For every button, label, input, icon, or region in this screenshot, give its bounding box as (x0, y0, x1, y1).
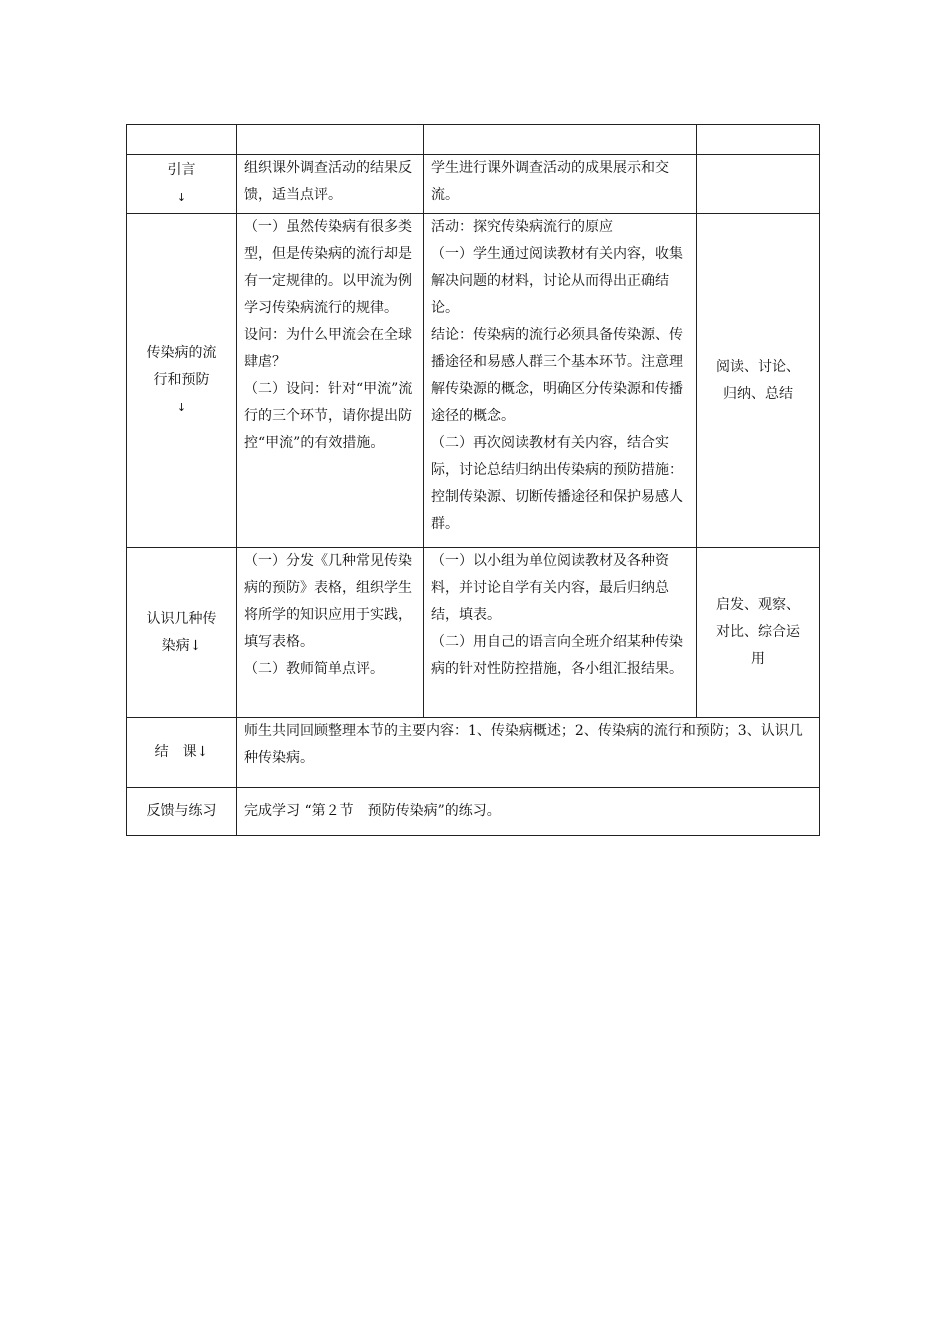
method-line: 启发、观察、 (716, 597, 800, 613)
blank-cell (237, 125, 424, 155)
table-row-introduction (127, 155, 820, 214)
stage-label-feedback: 反馈与练习 (127, 788, 237, 836)
method-line: 用 (751, 651, 765, 667)
feedback-text-cell (237, 788, 820, 836)
stage-label-diseases (127, 548, 237, 718)
stage-label-line: 传染病的流 (146, 345, 217, 361)
teacher-activity-cell (237, 214, 424, 548)
blank-cell (697, 125, 820, 155)
student-activity-text: （一）以小组为单位阅读教材及各种资料，并讨论自学有关内容，最后归纳总结，填表。 (431, 553, 669, 623)
teacher-activity-text: （一）虽然传染病有很多类型，但是传染病的流行却是有一定规律的。以甲流为例学习传染病流行的规律。 (244, 219, 412, 316)
student-activity-text: （二）用自己的语言向全班介绍某种传染病的针对性防控措施，各小组汇报结果。 (431, 634, 683, 677)
table-row-feedback (127, 788, 820, 836)
student-activity-text: （一）学生通过阅读教材有关内容，收集解决问题的材料，讨论从而得出正确结论。 (431, 246, 683, 316)
teacher-activity-text: （二）设问：针对“甲流”流行的三个环节，请你提出防控“甲流”的有效措施。 (244, 381, 413, 451)
teacher-activity-cell (237, 548, 424, 718)
stage-label-line: 染病↓ (161, 637, 202, 654)
stage-label-closing: 结 课↓ (127, 718, 237, 788)
student-activity-text: 活动：探究传染病流行的原应 (431, 219, 613, 235)
student-activity-text: 结论：传染病的流行必须具备传染源、传播途径和易感人群三个基本环节。注意理解传染源的概念，明确区分传染源和传播途径的概念。 (431, 327, 683, 424)
lesson-plan-table (126, 124, 820, 836)
feedback-text: 完成学习 “第２节 预防传染病”的练习。 (244, 803, 501, 819)
table-row-closing (127, 718, 820, 788)
method-line: 对比、综合运 (716, 624, 800, 640)
student-activity-cell (424, 155, 697, 214)
table-row-epidemic-prevention (127, 214, 820, 548)
method-cell (697, 155, 820, 214)
stage-label-line: 认识几种传 (146, 610, 217, 627)
method-cell (697, 214, 820, 548)
down-arrow-icon: ↓ (176, 191, 187, 204)
student-activity-cell (424, 548, 697, 718)
closing-text-cell (237, 718, 820, 788)
closing-text: 师生共同回顾整理本节的主要内容：1、传染病概述；2、传染病的流行和预防；3、认识几种传染病。 (244, 723, 803, 766)
stage-label-introduction (127, 155, 237, 214)
stage-label-line: 引言 (167, 162, 196, 178)
teacher-activity-text: 设问：为什么甲流会在全球肆虐？ (244, 327, 412, 370)
blank-cell (127, 125, 237, 155)
teacher-activity-cell (237, 155, 424, 214)
method-line: 归纳、总结 (723, 385, 793, 402)
student-activity-cell (424, 214, 697, 548)
stage-label-epidemic-prevention (127, 214, 237, 548)
teacher-activity-text: （一）分发《几种常见传染病的预防》表格，组织学生将所学的知识应用于实践，填写表格。 (244, 553, 412, 650)
table-row-header-blank (127, 125, 820, 155)
method-cell (697, 548, 820, 718)
student-activity-text: 学生进行课外调查活动的成果展示和交流。 (431, 160, 669, 203)
teacher-activity-text: （二）教师简单点评。 (244, 661, 384, 677)
down-arrow-icon: ↓ (176, 401, 187, 414)
stage-label-line: 行和预防 (153, 372, 210, 388)
student-activity-text: （二）再次阅读教材有关内容，结合实际，讨论总结归纳出传染病的预防措施：控制传染源、切断传播途径和保护易感人群。 (431, 435, 683, 532)
method-line: 阅读、讨论、 (716, 358, 800, 375)
blank-cell (424, 125, 697, 155)
teacher-activity-text: 组织课外调查活动的结果反馈，适当点评。 (244, 160, 412, 203)
table-row-diseases (127, 548, 820, 718)
